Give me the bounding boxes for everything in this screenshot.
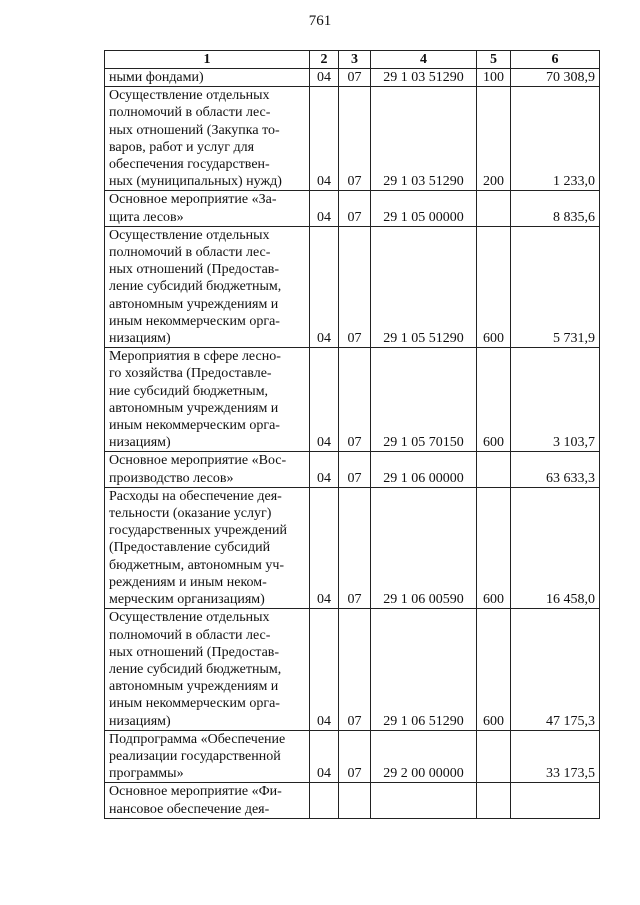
amount-cell: 16 458,0 [511,487,600,608]
table-header-row [105,51,600,69]
subsection-code-cell: 07 [339,452,371,487]
amount-cell: 63 633,3 [511,452,600,487]
target-article-cell: 29 2 00 00000 [371,730,477,783]
subsection-code-cell: 07 [339,191,371,226]
table-row [105,87,600,191]
item-name-cell: Основное мероприятие «Фи- нансовое обеспечение дея- [105,783,310,818]
item-name-cell: Осуществление отдельных полномочий в области лес- ных отношений (Предостав- ление субсидий бюджетным, автономным учреждениям и иным некоммерческим орга- низациям) [105,609,310,730]
amount-cell: 5 731,9 [511,226,600,347]
subsection-code-cell: 07 [339,69,371,87]
target-article-cell: 29 1 05 70150 [371,348,477,452]
expense-type-cell: 200 [477,87,511,191]
section-code-cell [310,783,339,818]
subsection-code-cell: 07 [339,609,371,730]
section-code-cell: 04 [310,69,339,87]
table-row [105,226,600,347]
table-body [105,69,600,819]
item-name-cell: Основное мероприятие «За- щита лесов» [105,191,310,226]
amount-cell: 8 835,6 [511,191,600,226]
table-row [105,487,600,608]
target-article-cell: 29 1 06 51290 [371,609,477,730]
subsection-code-cell: 07 [339,226,371,347]
expense-type-cell [477,730,511,783]
amount-cell: 3 103,7 [511,348,600,452]
amount-cell: 1 233,0 [511,87,600,191]
item-name-cell: ными фондами) [105,69,310,87]
subsection-code-cell [339,783,371,818]
target-article-cell: 29 1 03 51290 [371,69,477,87]
target-article-cell [371,783,477,818]
subsection-code-cell: 07 [339,730,371,783]
expense-type-cell: 600 [477,609,511,730]
header-col-6: 6 [511,51,600,69]
expense-type-cell [477,191,511,226]
table-row [105,69,600,87]
section-code-cell: 04 [310,452,339,487]
amount-cell: 47 175,3 [511,609,600,730]
item-name-cell: Расходы на обеспечение дея- тельности (оказание услуг) государственных учреждений (Предоставление субсидий бюджетным, автономным уч- реждениям и иным неком- мерческим организациям) [105,487,310,608]
target-article-cell: 29 1 05 00000 [371,191,477,226]
amount-cell: 33 173,5 [511,730,600,783]
section-code-cell: 04 [310,730,339,783]
header-col-3: 3 [339,51,371,69]
section-code-cell: 04 [310,609,339,730]
target-article-cell: 29 1 05 51290 [371,226,477,347]
header-col-1: 1 [105,51,310,69]
header-col-5: 5 [477,51,511,69]
section-code-cell: 04 [310,487,339,608]
item-name-cell: Основное мероприятие «Вос- производство лесов» [105,452,310,487]
amount-cell: 70 308,9 [511,69,600,87]
budget-table [104,50,600,819]
subsection-code-cell: 07 [339,87,371,191]
amount-cell [511,783,600,818]
item-name-cell: Мероприятия в сфере лесно- го хозяйства (Предоставле- ние субсидий бюджетным, автономным учреждениям и иным некоммерческим орга- низациям) [105,348,310,452]
section-code-cell: 04 [310,226,339,347]
header-col-2: 2 [310,51,339,69]
table-row [105,452,600,487]
section-code-cell: 04 [310,191,339,226]
header-col-4: 4 [371,51,477,69]
expense-type-cell: 600 [477,226,511,347]
target-article-cell: 29 1 03 51290 [371,87,477,191]
target-article-cell: 29 1 06 00590 [371,487,477,608]
page-number: 761 [308,13,332,29]
expense-type-cell: 100 [477,69,511,87]
subsection-code-cell: 07 [339,348,371,452]
expense-type-cell [477,783,511,818]
table-row [105,730,600,783]
table-row [105,783,600,818]
section-code-cell: 04 [310,348,339,452]
expense-type-cell: 600 [477,487,511,608]
table-row [105,609,600,730]
target-article-cell: 29 1 06 00000 [371,452,477,487]
table-row [105,191,600,226]
item-name-cell: Осуществление отдельных полномочий в области лес- ных отношений (Предостав- ление субсидий бюджетным, автономным учреждениям и иным некоммерческим орга- низациям) [105,226,310,347]
item-name-cell: Осуществление отдельных полномочий в области лес- ных отношений (Закупка то- варов, работ и услуг для обеспечения государствен- ных (муниципальных) нужд) [105,87,310,191]
expense-type-cell: 600 [477,348,511,452]
item-name-cell: Подпрограмма «Обеспечение реализации государственной программы» [105,730,310,783]
section-code-cell: 04 [310,87,339,191]
table-row [105,348,600,452]
expense-type-cell [477,452,511,487]
subsection-code-cell: 07 [339,487,371,608]
